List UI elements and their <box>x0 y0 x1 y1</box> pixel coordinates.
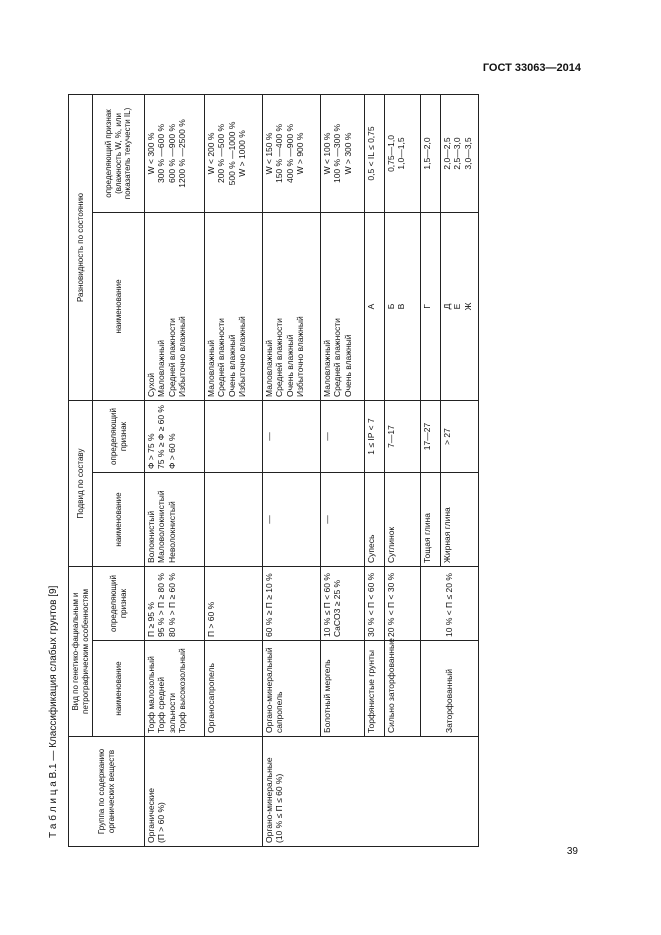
podvid-criterion <box>205 400 263 472</box>
podvid-criterion: — <box>321 400 365 472</box>
vid-name: Органосапропель <box>205 641 263 737</box>
document-code: ГОСТ 33063—2014 <box>482 62 581 74</box>
vid-criterion: 30 % < П < 60 % <box>365 567 385 641</box>
podvid-criterion: 17—27 <box>421 400 441 472</box>
podvid-name: Жирная глина <box>441 473 479 567</box>
state-criterion: 0,75—1,0 1,0—1,5 <box>385 94 421 212</box>
subheader-state-crit: определяющий признак (влажность W, %, или показатель текучести IL) <box>93 94 145 212</box>
table-row <box>385 94 421 846</box>
org-group-organo-mineral: Органо-минеральные (10 % ≤ П ≤ 60 %) <box>263 737 479 847</box>
vid-criterion: П > 60 % <box>205 567 263 641</box>
table-subheader-row <box>93 94 145 846</box>
podvid-name: Тощая глина <box>421 473 441 567</box>
vid-name: Торфянистые грунты <box>365 641 385 737</box>
header-state: Разновидность по состоянию <box>69 94 93 400</box>
vid-name: Торф малозольный Торф средней зольности Торф высокозольный <box>145 641 205 737</box>
vid-criterion: 60 % ≥ П ≥ 10 % <box>263 567 321 641</box>
podvid-name: Волокнистый Маловолокнистый Неволокнистый <box>145 473 205 567</box>
state-criterion: 2,0—2,5 2,5—3,0 3,0—3,5 <box>441 94 479 212</box>
vid-name: Заторфованный <box>421 641 479 737</box>
vid-name: Органо-минеральный сапропель <box>263 641 321 737</box>
header-vid: Вид по генетико-фациальным и петрографическим особенностям <box>69 567 93 737</box>
table-row <box>205 94 263 846</box>
state-name: Г <box>421 212 441 400</box>
table-row <box>365 94 385 846</box>
vid-criterion: 10 % < П ≤ 20 % <box>421 567 479 641</box>
state-criterion: W < 100 % 100 % —300 % W > 300 % <box>321 94 365 212</box>
header-org-group: Группа по содержанию органических веществ <box>69 737 145 847</box>
subheader-state-name: наименование <box>93 212 145 400</box>
state-criterion: 1,5—2,0 <box>421 94 441 212</box>
table-header-row <box>69 94 93 846</box>
podvid-name: — <box>263 473 321 567</box>
vid-name: Болотный мергель <box>321 641 365 737</box>
state-name: Маловлажный Средней влажности Очень влажный <box>321 212 365 400</box>
podvid-name: — <box>321 473 365 567</box>
state-name: А <box>365 212 385 400</box>
table-row <box>145 94 205 846</box>
podvid-name <box>205 473 263 567</box>
table-row <box>263 94 321 846</box>
state-criterion: W < 200 % 200 % —500 % 500 % —1000 % W > 1000 % <box>205 94 263 212</box>
podvid-criterion: — <box>263 400 321 472</box>
subheader-podvid-crit: определяющий признак <box>93 400 145 472</box>
vid-name: Сильно заторфованные <box>385 641 421 737</box>
rotated-table-container <box>68 95 473 847</box>
state-name: Б В <box>385 212 421 400</box>
table-row <box>321 94 365 846</box>
state-name: Д Е Ж <box>441 212 479 400</box>
podvid-name: Суглинок <box>385 473 421 567</box>
podvid-criterion: > 27 <box>441 400 479 472</box>
podvid-name: Супесь <box>365 473 385 567</box>
podvid-criterion: 1 ≤ IP < 7 <box>365 400 385 472</box>
table-row <box>421 94 441 846</box>
vid-criterion: 10 % ≤ П < 60 % CaCO3 ≥ 25 % <box>321 567 365 641</box>
podvid-criterion: Ф > 75 % 75 % ≥ Ф ≥ 60 % Ф > 60 % <box>145 400 205 472</box>
subheader-podvid-name: наименование <box>93 473 145 567</box>
page-number: 39 <box>566 846 578 857</box>
state-name: Сухой Маловлажный Средней влажности Избыточно влажный <box>145 212 205 400</box>
header-podvid: Подвид по составу <box>69 400 93 566</box>
state-criterion: W < 150 % 150 % —400 % 400 % —900 % W > 900 % <box>263 94 321 212</box>
podvid-criterion: 7—17 <box>385 400 421 472</box>
state-name: Маловлажный Средней влажности Очень влажный Избыточно влажный <box>205 212 263 400</box>
subheader-vid-name: наименование <box>93 641 145 737</box>
vid-criterion: П ≥ 95 % 95 % > П ≥ 80 % 80 % > П ≥ 60 % <box>145 567 205 641</box>
subheader-vid-crit: определяющий признак <box>93 567 145 641</box>
table-caption: Т а б л и ц а В.1 — Классификация слабых грунтов [9] <box>48 585 59 838</box>
state-criterion: W < 300 % 300 % —600 % 600 % —900 % 1200 % —2500 % <box>145 94 205 212</box>
vid-criterion: 20 % < П < 30 % <box>385 567 421 641</box>
state-name: Маловлажный Средней влажности Очень влажный Избыточно влажный <box>263 212 321 400</box>
state-criterion: 0,5 < IL ≤ 0,75 <box>365 94 385 212</box>
org-group-organic: Органические (П > 60 %) <box>145 737 263 847</box>
soil-classification-table <box>68 94 479 847</box>
